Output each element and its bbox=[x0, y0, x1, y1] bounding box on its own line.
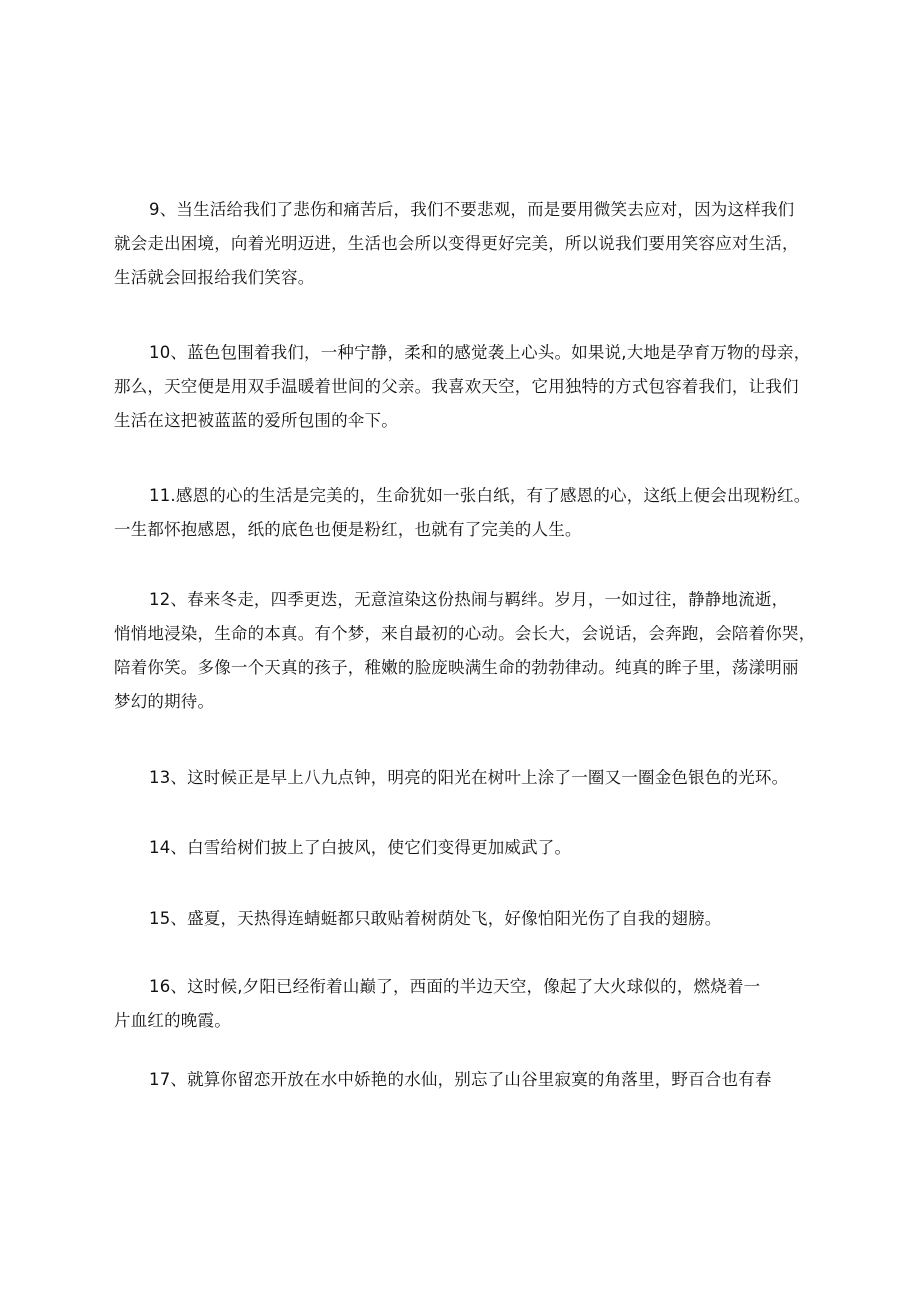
paragraph-line: 14、白雪给树们披上了白披风，使它们变得更加威武了。 bbox=[149, 838, 572, 857]
paragraph-10 bbox=[114, 336, 826, 438]
paragraph-line: 片血红的晚霞。 bbox=[114, 1011, 231, 1030]
paragraph-17 bbox=[114, 1063, 826, 1097]
paragraph-line: 12、春来冬走，四季更迭，无意渲染这份热闹与羁绊。岁月，一如过往，静静地流逝， bbox=[149, 590, 789, 609]
paragraph-line: 陪着你笑。多像一个天真的孩子，稚嫩的脸庞映满生命的勃勃律动。纯真的眸子里，荡漾明丽 bbox=[114, 658, 799, 677]
paragraph-line: 悄悄地浸染，生命的本真。有个梦，来自最初的心动。会长大，会说话，会奔跑，会陪着你哭， bbox=[114, 624, 816, 643]
paragraph-12 bbox=[114, 583, 826, 719]
paragraph-line: 11.感恩的心的生活是完美的，生命犹如一张白纸，有了感恩的心，这纸上便会出现粉红。 bbox=[149, 486, 811, 505]
paragraph-line: 16、这时候,夕阳已经衔着山巅了，西面的半边天空，像起了大火球似的，燃烧着一 bbox=[149, 977, 761, 996]
paragraph-line: 15、盛夏，天热得连蜻蜓都只敢贴着树荫处飞，好像怕阳光伤了自我的翅膀。 bbox=[149, 909, 722, 928]
paragraph-line: 生活在这把被蓝蓝的爱所包围的伞下。 bbox=[114, 411, 398, 430]
paragraph-line: 17、就算你留恋开放在水中娇艳的水仙，别忘了山谷里寂寞的角落里，野百合也有春 bbox=[149, 1070, 772, 1089]
paragraph-9 bbox=[114, 193, 826, 295]
paragraph-13 bbox=[114, 761, 826, 795]
paragraph-line: 一生都怀抱感恩，纸的底色也便是粉红，也就有了完美的人生。 bbox=[114, 520, 582, 539]
paragraph-line: 生活就会回报给我们笑容。 bbox=[114, 268, 315, 287]
paragraph-line: 13、这时候正是早上八九点钟，明亮的阳光在树叶上涂了一圈又一圈金色银色的光环。 bbox=[149, 768, 789, 787]
paragraph-line: 梦幻的期待。 bbox=[114, 692, 215, 711]
paragraph-11 bbox=[114, 479, 826, 547]
paragraph-line: 10、蓝色包围着我们，一种宁静，柔和的感觉袭上心头。如果说,大地是孕育万物的母亲， bbox=[149, 343, 811, 362]
paragraph-16 bbox=[114, 970, 826, 1038]
paragraph-line: 9、当生活给我们了悲伤和痛苦后，我们不要悲观，而是要用微笑去应对，因为这样我们 bbox=[149, 200, 795, 219]
paragraph-15 bbox=[114, 902, 826, 936]
paragraph-14 bbox=[114, 831, 826, 865]
paragraph-line: 那么，天空便是用双手温暖着世间的父亲。我喜欢天空，它用独特的方式包容着我们，让我们 bbox=[114, 377, 799, 396]
paragraph-line: 就会走出困境，向着光明迈进，生活也会所以变得更好完美，所以说我们要用笑容应对生活， bbox=[114, 234, 799, 253]
